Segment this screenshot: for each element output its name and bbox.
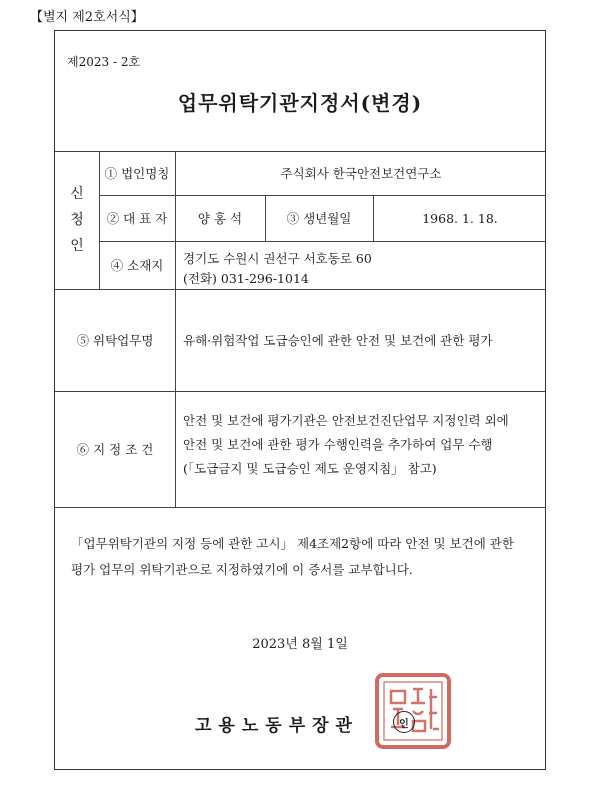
document-number: 제2023 - 2호 bbox=[67, 55, 141, 69]
birth-date-label: ③ 생년월일 bbox=[286, 211, 352, 226]
certificate-frame bbox=[54, 30, 546, 770]
corp-name-label: ① 법인명칭 bbox=[104, 166, 170, 181]
conditions-block bbox=[183, 409, 509, 481]
seal-mark: 인 bbox=[393, 711, 415, 733]
conditions-label: ⑥ 지 정 조 건 bbox=[76, 442, 154, 457]
representative-label: ② 대 표 자 bbox=[106, 211, 168, 226]
representative-value: 양 홍 석 bbox=[197, 211, 243, 226]
applicant-section-label bbox=[55, 151, 99, 289]
issue-date: 2023년 8월 1일 bbox=[252, 637, 348, 652]
condition-line: 안전 및 보건에 평가기관은 안전보건진단업무 지정인력 외에 bbox=[183, 413, 509, 428]
address-label: ④ 소재지 bbox=[110, 258, 164, 273]
issuing-authority: 고용노동부장관 bbox=[195, 716, 359, 736]
applicant-label-char: 청 bbox=[70, 212, 84, 228]
condition-line: (「도급금지 및 도급승인 제도 운영지침」 참고) bbox=[183, 461, 437, 476]
applicant-label-char: 신 bbox=[70, 186, 84, 202]
address-value: 경기도 수원시 권선구 서호동로 60 bbox=[183, 251, 372, 266]
statement-line: 평가 업무의 위탁기관으로 지정하였기에 이 증서를 교부합니다. bbox=[71, 562, 413, 577]
statement bbox=[71, 531, 535, 583]
official-stamp bbox=[373, 671, 453, 751]
applicant-label-char: 인 bbox=[70, 238, 84, 254]
corp-name-value: 주식회사 한국안전보건연구소 bbox=[280, 166, 442, 181]
divider bbox=[55, 507, 545, 508]
address-block bbox=[183, 249, 372, 289]
document-title: 업무위탁기관지정서(변경) bbox=[177, 91, 423, 115]
form-label: 【별지 제2호서식】 bbox=[30, 10, 144, 25]
condition-line: 안전 및 보건에 관한 평가 수행인력을 추가하여 업무 수행 bbox=[183, 437, 493, 452]
task-label: ⑤ 위탁업무명 bbox=[76, 333, 154, 348]
birth-date-value: 1968. 1. 18. bbox=[422, 210, 498, 226]
statement-line: 「업무위탁기관의 지정 등에 관한 고시」 제4조제2항에 따라 안전 및 보건에 관한 bbox=[71, 536, 514, 551]
phone-value: (전화) 031-296-1014 bbox=[183, 271, 309, 286]
task-value: 유해·위험작업 도급승인에 관한 안전 및 보건에 관한 평가 bbox=[183, 333, 493, 348]
